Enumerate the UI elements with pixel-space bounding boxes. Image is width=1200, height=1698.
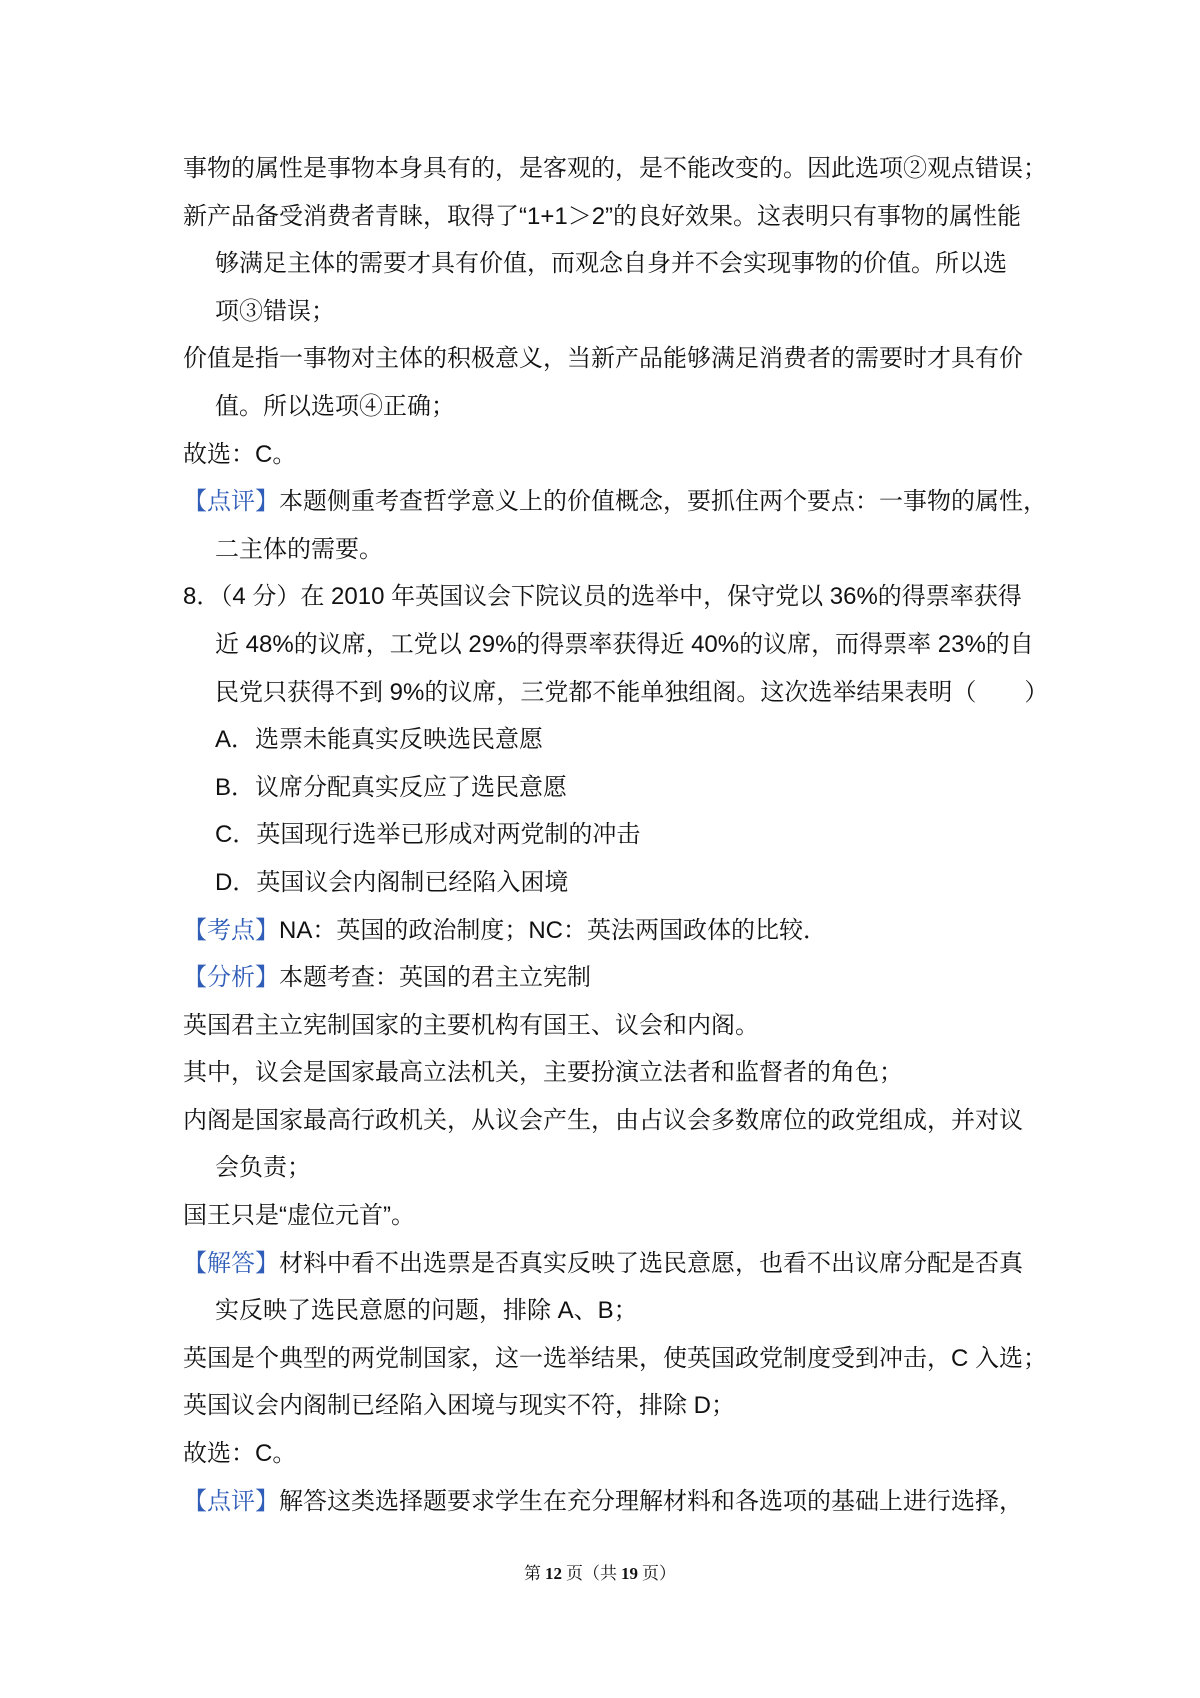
option-b: B．议席分配真实反应了选民意愿 xyxy=(215,773,568,801)
total-page-number: 19 xyxy=(621,1564,638,1583)
option-a: A．选票未能真实反映选民意愿 xyxy=(215,726,544,754)
analysis-text: 本题考查：英国的君主立宪制 xyxy=(279,964,591,992)
comment-line xyxy=(183,1478,1063,1526)
question-stem-line: 民党只获得不到 9%的议席，三党都不能单独组阁。这次选举结果表明（ ） xyxy=(215,678,1049,706)
comment-label: 【点评】 xyxy=(183,1487,279,1515)
answer-line: 故选：C。 xyxy=(183,440,297,468)
comment-text: 解答这类选择题要求学生在充分理解材料和各选项的基础上进行选择， xyxy=(279,1487,1023,1515)
analysis-label: 【分析】 xyxy=(183,964,279,992)
text-line: 英国议会内阁制已经陷入困境与现实不符，排除 D； xyxy=(183,1392,735,1420)
solution-text: 材料中看不出选票是否真实反映了选民意愿，也看不出议席分配是否真 xyxy=(279,1249,1023,1277)
comment-text: 本题侧重考查哲学意义上的价值概念，要抓住两个要点：一事物的属性， xyxy=(279,488,1047,516)
text-line: 项③错误； xyxy=(215,297,335,325)
solution-label: 【解答】 xyxy=(183,1249,279,1277)
knowledge-point-text: NA：英国的政治制度；NC：英法两国政体的比较． xyxy=(279,916,828,944)
text-line: 内阁是国家最高行政机关，从议会产生，由占议会多数席位的政党组成，并对议 xyxy=(183,1106,1023,1134)
text-line: 英国是个典型的两党制国家，这一选举结果，使英国政党制度受到冲击，C 入选； xyxy=(183,1344,1047,1372)
text-line: 够满足主体的需要才具有价值，而观念自身并不会实现事物的价值。所以选 xyxy=(215,250,1007,278)
solution-line: 实反映了选民意愿的问题，排除 A、B； xyxy=(215,1297,638,1325)
comment-line: 二主体的需要。 xyxy=(215,535,383,563)
footer-prefix: 第 xyxy=(524,1564,541,1583)
footer-middle: 页（共 xyxy=(566,1564,617,1583)
option-c: C．英国现行选举已形成对两党制的冲击 xyxy=(215,821,641,849)
solution-line xyxy=(183,1240,1063,1288)
question-stem-line: 8．（4 分）在 2010 年英国议会下院议员的选举中，保守党以 36%的得票率获得 xyxy=(183,583,1022,611)
text-line: 英国君主立宪制国家的主要机构有国王、议会和内阁。 xyxy=(183,1011,759,1039)
page-footer xyxy=(0,1560,1200,1588)
text-line: 事物的属性是事物本身具有的，是客观的，是不能改变的。因此选项②观点错误； xyxy=(183,155,1047,182)
text-line: 其中，议会是国家最高立法机关，主要扮演立法者和监督者的角色； xyxy=(183,1059,903,1087)
comment-label: 【点评】 xyxy=(183,488,279,516)
text-line: 价值是指一事物对主体的积极意义，当新产品能够满足消费者的需要时才具有价 xyxy=(183,345,1023,373)
text-line: 值。所以选项④正确； xyxy=(215,392,455,420)
text-line: 国王只是“虚位元首”。 xyxy=(183,1202,415,1230)
comment-line xyxy=(183,478,1063,526)
analysis-line xyxy=(183,954,1063,1002)
text-line: 新产品备受消费者青睐，取得了“1+1＞2”的良好效果。这表明只有事物的属性能 xyxy=(183,202,1022,230)
text-line: 会负责； xyxy=(215,1154,311,1182)
answer-line: 故选：C。 xyxy=(183,1440,297,1468)
current-page-number: 12 xyxy=(545,1564,562,1583)
option-d: D．英国议会内阁制已经陷入困境 xyxy=(215,868,569,896)
knowledge-point-label: 【考点】 xyxy=(183,916,279,944)
knowledge-point-line xyxy=(183,907,1063,955)
footer-suffix: 页） xyxy=(642,1564,676,1583)
document-body xyxy=(183,145,1063,1525)
question-stem-line: 近 48%的议席，工党以 29%的得票率获得近 40%的议席，而得票率 23%的自 xyxy=(215,630,1034,658)
